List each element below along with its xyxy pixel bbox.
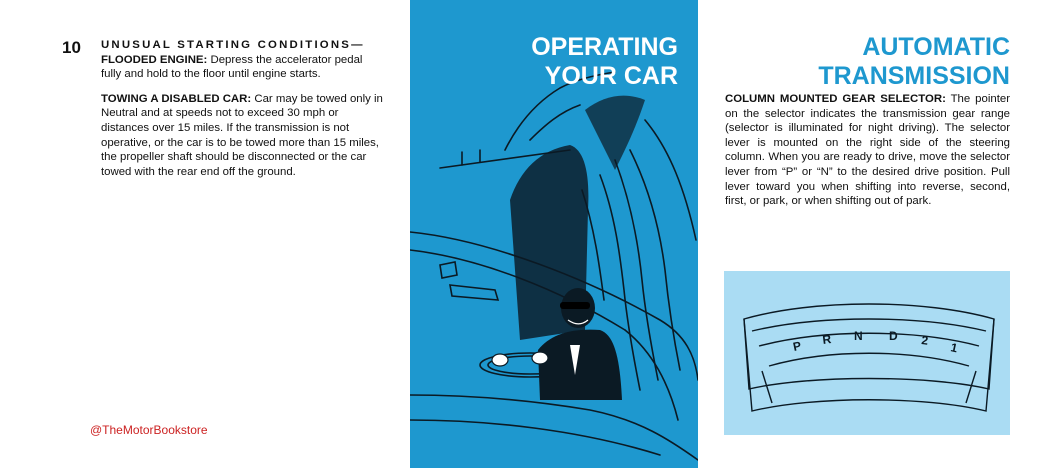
middle-page <box>410 0 698 468</box>
gear-selector-body: The pointer on the selector indicates the transmission gear range (selector is illuminated for night driving). The selector lever is mounted on the right side of the steering column. When you are ready to drive, move the selector lever from “P” or “N” to the desired drive position. Pull lever toward you when shifting into reverse, second, first, or park, or when shifting out of park. <box>725 93 1010 208</box>
flooded-engine-subheading: FLOODED ENGINE: <box>101 53 208 66</box>
left-page <box>0 0 410 468</box>
title-line-1: OPERATING <box>531 33 678 61</box>
gear-label-1: 1 <box>949 340 959 356</box>
title-line-2: TRANSMISSION <box>818 62 1010 90</box>
unusual-starting-heading: UNUSUAL STARTING CONDITIONS— <box>101 39 365 51</box>
left-page-text <box>101 38 385 189</box>
watermark: @TheMotorBookstore <box>90 423 208 437</box>
gear-label-p: P <box>791 338 803 354</box>
towing-paragraph <box>101 92 385 180</box>
automatic-transmission-title <box>818 33 1010 91</box>
operating-your-car-title <box>531 33 678 91</box>
gear-label-n: N <box>854 329 863 343</box>
gear-selector-heading: COLUMN MOUNTED GEAR SELECTOR: <box>725 93 946 105</box>
gear-label-2: 2 <box>920 333 929 348</box>
page-number: 10 <box>62 38 81 57</box>
flooded-engine-paragraph <box>101 38 385 82</box>
title-line-1: AUTOMATIC <box>862 33 1010 61</box>
gear-label-r: R <box>821 332 832 347</box>
title-line-2: YOUR CAR <box>544 62 678 90</box>
towing-heading: TOWING A DISABLED CAR: <box>101 92 252 105</box>
flooded-engine-body: Depress the accelerator pedal fully and hold to the floor until engine starts. <box>101 53 363 81</box>
gear-indicator-drawing <box>724 271 1010 435</box>
gear-selector-paragraph <box>725 92 1010 209</box>
right-page <box>698 0 1050 468</box>
towing-body: Car may be towed only in Neutral and at speeds not to exceed 30 mph or distances over 15 miles. If the transmission is not operative, or the car is to be towed more than 15 miles, the propeller shaft should be disconnected or the car towed with the rear end off the ground. <box>101 92 383 178</box>
gear-selector-illustration <box>724 271 1010 435</box>
gear-label-d: D <box>889 329 898 343</box>
